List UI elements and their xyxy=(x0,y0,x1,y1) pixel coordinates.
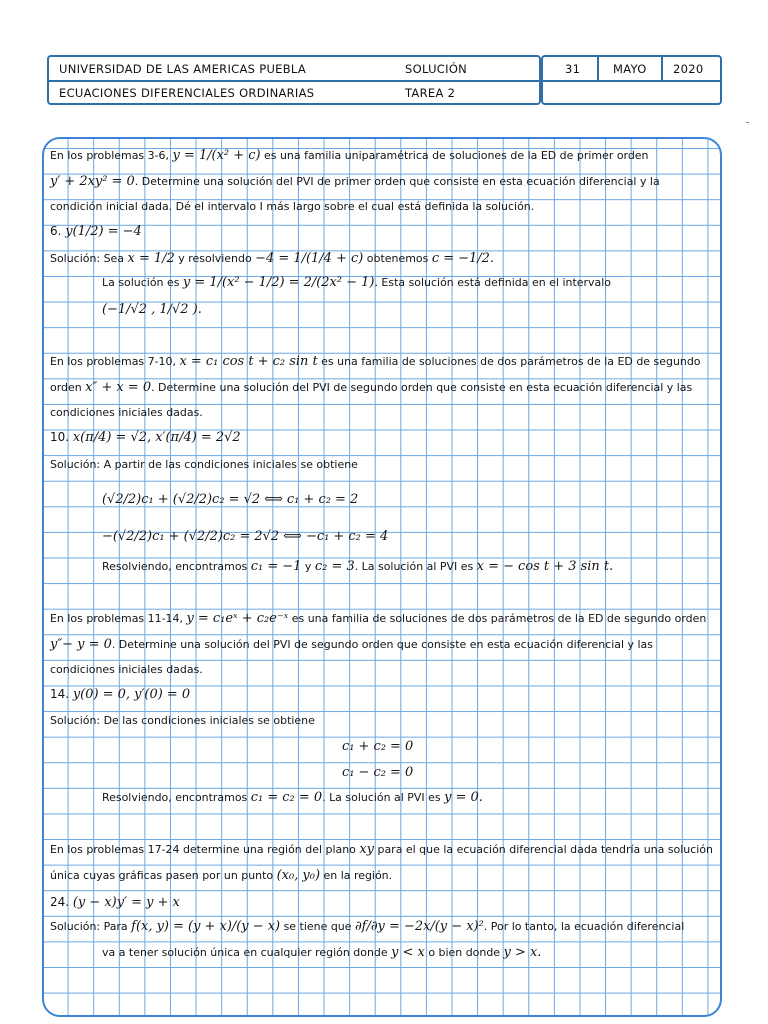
math-expression: c₁ − c₂ = 0 xyxy=(342,765,414,780)
math-expression: (√2/2)c₁ + (√2/2)c₂ = √2 ⟺ c₁ + c₂ = 2 xyxy=(102,492,359,507)
text-line xyxy=(50,865,714,887)
text: Resolviendo, encontramos xyxy=(102,560,248,573)
math-expression: y(0) = 0, y′(0) = 0 xyxy=(72,687,191,702)
equation-line xyxy=(102,489,714,511)
math-expression: c₁ + c₂ = 0 xyxy=(342,739,414,754)
text: condiciones iniciales dadas. xyxy=(50,406,203,419)
math-expression: y′ + 2xy² = 0 xyxy=(50,174,135,189)
math-expression: x″ + x = 0 xyxy=(85,380,152,395)
text: Resolviendo, encontramos xyxy=(102,791,248,804)
text: en la región. xyxy=(323,869,393,882)
math-expression: −(√2/2)c₁ + (√2/2)c₂ = 2√2 ⟺ −c₁ + c₂ = 4 xyxy=(102,529,389,544)
text: Solución: Para xyxy=(50,920,128,933)
math-expression: x = 1/2 xyxy=(127,251,175,266)
text: es una familia uniparamétrica de soluciones de la ED de primer orden xyxy=(264,149,649,162)
text-line xyxy=(50,248,714,270)
text: En los problemas 11-14, xyxy=(50,612,183,625)
date-year: 2020 xyxy=(673,62,704,76)
header-divider xyxy=(543,80,720,82)
problem-number: 6. xyxy=(50,224,62,238)
problem-number: 24. xyxy=(50,895,70,909)
text: es una familia de soluciones de dos parámetros de la ED de segundo orden xyxy=(291,612,707,625)
date-separator xyxy=(597,57,599,81)
text-line xyxy=(50,839,714,861)
text: y xyxy=(304,560,312,573)
equation-line xyxy=(102,526,714,548)
university-name: UNIVERSIDAD DE LAS AMERICAS PUEBLA xyxy=(59,62,307,76)
header-left-box xyxy=(47,55,541,105)
problem-heading xyxy=(50,426,714,448)
equation-line xyxy=(342,736,714,758)
text: única cuyas gráficas pasen por un punto xyxy=(50,869,274,882)
problem-number: 14. xyxy=(50,687,70,701)
graph-paper xyxy=(42,137,722,1017)
problem-heading xyxy=(50,220,714,242)
text: En los problemas 17-24 determine una región del plano xyxy=(50,843,356,856)
text: y resolviendo xyxy=(178,252,252,265)
math-expression: xy xyxy=(359,842,375,857)
text-line xyxy=(50,402,714,424)
problem-heading xyxy=(50,683,714,705)
text: . Por lo tanto, la ecuación diferencial xyxy=(483,920,685,933)
text: La solución es xyxy=(102,276,180,289)
math-expression: ∂f/∂y = −2x/(y − x)² xyxy=(354,919,484,934)
text: orden xyxy=(50,381,82,394)
math-expression: y < x xyxy=(391,945,425,960)
text-line xyxy=(50,634,714,656)
text: se tiene que xyxy=(283,920,352,933)
assignment-name: TAREA 2 xyxy=(405,86,456,100)
math-expression: c = −1/2. xyxy=(431,251,495,266)
text: En los problemas 3-6, xyxy=(50,149,170,162)
math-expression: (y − x)y′ = y + x xyxy=(72,895,180,910)
math-expression: −4 = 1/(1/4 + c) xyxy=(255,251,364,266)
date-month: MAYO xyxy=(613,62,647,76)
document-type: SOLUCIÓN xyxy=(405,62,468,76)
math-expression: y = 0. xyxy=(444,790,483,805)
text: . Determine una solución del PVI de primer orden que consiste en esta ecuación diferencial y la xyxy=(134,175,660,188)
text-line xyxy=(50,351,714,373)
header-date-box xyxy=(541,55,722,105)
text: . Determine una solución del PVI de segundo orden que consiste en esta ecuación diferencial y las xyxy=(151,381,693,394)
text: para el que la ecuación diferencial dada tendría una solución xyxy=(377,843,714,856)
text-line xyxy=(102,299,714,321)
math-expression: (x₀, y₀) xyxy=(276,868,321,883)
header-divider xyxy=(49,80,539,82)
margin-mark xyxy=(746,122,749,123)
text: condición inicial dada. Dé el intervalo I más largo sobre el cual está definida la solución. xyxy=(50,200,535,213)
math-expression: c₁ = −1 xyxy=(250,559,302,574)
text: o bien donde xyxy=(428,946,501,959)
math-expression: y″− y = 0 xyxy=(50,637,112,652)
math-expression: x = c₁ cos t + c₂ sin t xyxy=(179,354,318,369)
text-line xyxy=(50,916,714,938)
text: condiciones iniciales dadas. xyxy=(50,663,203,676)
math-expression: c₁ = c₂ = 0 xyxy=(250,790,323,805)
text-line xyxy=(50,377,714,399)
text: . La solución al PVI es xyxy=(322,791,441,804)
text: Solución: A partir de las condiciones iniciales se obtiene xyxy=(50,458,358,471)
math-expression: x(π/4) = √2, x′(π/4) = 2√2 xyxy=(72,430,241,445)
course-name: ECUACIONES DIFERENCIALES ORDINARIAS xyxy=(59,86,315,100)
text-line xyxy=(102,272,714,294)
math-expression: y(1/2) = −4 xyxy=(65,224,142,239)
text-line xyxy=(102,942,714,964)
math-expression: y > x. xyxy=(503,945,542,960)
text: obtenemos xyxy=(366,252,429,265)
problem-heading xyxy=(50,891,714,913)
text-line xyxy=(102,556,714,578)
math-expression: y = 1/(x² − 1/2) = 2/(2x² − 1) xyxy=(182,275,375,290)
math-expression: y = 1/(x² + c) xyxy=(172,148,261,163)
text: Solución: Sea xyxy=(50,252,125,265)
math-expression: f(x, y) = (y + x)/(y − x) xyxy=(131,919,281,934)
text: En los problemas 7-10, xyxy=(50,355,177,368)
text-line xyxy=(50,659,714,681)
equation-line xyxy=(342,762,714,784)
text: . Determine una solución del PVI de segundo orden que consiste en esta ecuación diferencial y las xyxy=(111,638,653,651)
math-expression: y = c₁eˣ + c₂e⁻ˣ xyxy=(186,611,289,626)
text: . La solución al PVI es xyxy=(354,560,474,573)
text-line xyxy=(102,787,714,809)
text: va a tener solución única en cualquier región donde xyxy=(102,946,388,959)
problem-number: 10. xyxy=(50,430,70,444)
text-line xyxy=(50,710,714,732)
date-day: 31 xyxy=(565,62,581,76)
math-expression: (−1/√2 , 1/√2 ). xyxy=(102,302,202,317)
math-expression: x = − cos t + 3 sin t. xyxy=(476,559,614,574)
date-separator xyxy=(661,57,663,81)
text: es una familia de soluciones de dos parámetros de la ED de segundo xyxy=(321,355,701,368)
text-line xyxy=(50,608,714,630)
text-line xyxy=(50,196,714,218)
text-line xyxy=(50,171,714,193)
text-line xyxy=(50,454,714,476)
text-line xyxy=(50,145,714,167)
math-expression: c₂ = 3 xyxy=(314,559,355,574)
text: Solución: De las condiciones iniciales se obtiene xyxy=(50,714,315,727)
text: . Esta solución está definida en el intervalo xyxy=(374,276,611,289)
